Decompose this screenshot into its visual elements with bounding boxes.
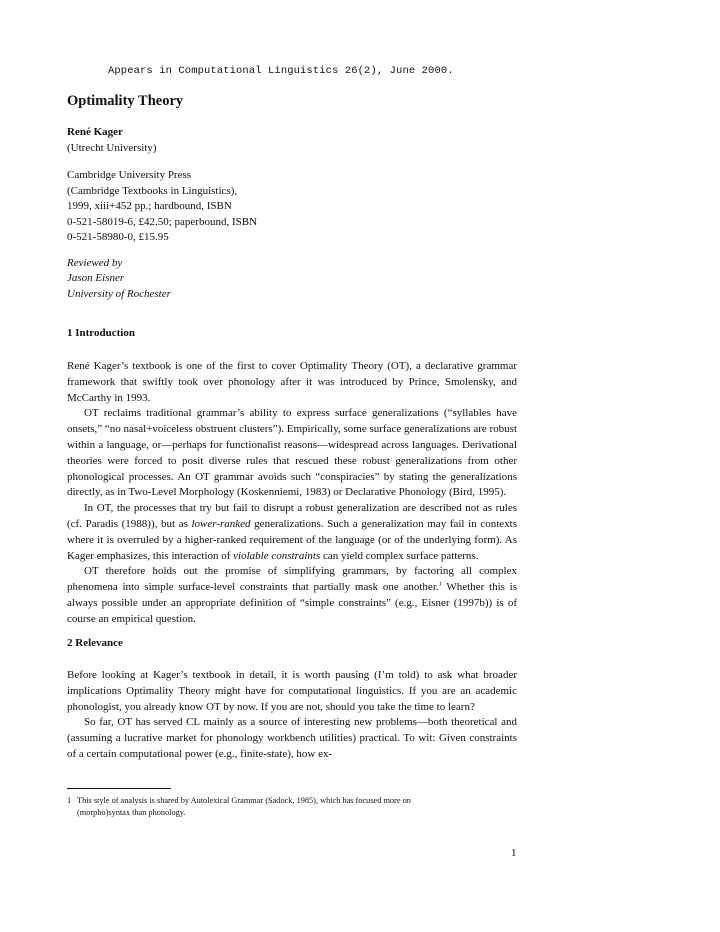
paragraph: Before looking at Kager’s textbook in detail, it is worth pausing (I’m told) to ask what broader implications Optimality Theory might have for computational linguistics. If you are an academic phonologist, you already know OT by now. If you are not, should you take the time to learn? [67,669,517,713]
paragraph: So far, OT has served CL mainly as a source of interesting new problems—both theoretical and (assuming a lucrative market for phonology workbench utilities) practical. To wit: Given constraints of a certain computational power (e.g., finite-state), how ex- [67,716,517,760]
page-title: Optimality Theory [67,93,184,109]
footnote-rule [67,788,171,789]
footnote-ref[interactable]: 1 [438,580,442,588]
paragraph: OT therefore holds out the promise of simplifying grammars, by factoring all complex phenomena into simple surface-level constraints that partially mask one another.$^1$ Whether this is always possible under an appropriate definition of “simple constraints” (e.g., Eisner (1997b)) is of course an empirical question. [67,565,517,625]
paper-page [67,0,517,932]
publication-line: 1999, xiii+452 pp.; hardbound, ISBN [67,200,232,212]
reviewer-affiliation: University of Rochester [67,288,171,300]
author-affiliation: (Utrecht University) [67,142,157,154]
publication-line: 0-521-58019-6, £42.50; paperbound, ISBN [67,216,258,228]
footnote-text: This style of analysis is shared by Autolexical Grammar (Sadock, 1985), which has focused more on [77,796,411,805]
section-body-relevance [67,668,517,763]
paragraph: In OT, the processes that try but fail to disrupt a robust generalization are described not as rules (cf. Paradis (1988)), but as lower-ranked generalizations. Such a generalization may fail in contexts where it is overruled by a higher-ranked requirement of the language (or of the underlying form). As Kager emphasizes, this interaction of violable constraints can yield complex surface patterns. [67,502,517,562]
reviewer-label: Reviewed by [67,257,123,269]
section-heading-introduction: 1 Introduction [67,327,135,339]
footnote [67,795,507,818]
footnote-text: (morpho)syntax than phonology. [77,807,186,817]
footnote-number: 1 [67,796,72,805]
publication-line: Cambridge University Press [67,169,192,181]
running-header: Appears in Computational Linguistics 26(2), June 2000. [108,65,454,77]
paragraph: René Kager’s textbook is one of the first to cover Optimality Theory (OT), a declarative grammar framework that swiftly took over phonology after it was introduced by Prince, Smolensky, and McCarthy in 1993. [67,360,517,404]
emphasis: lower-ranked [191,517,251,530]
section-heading-relevance: 2 Relevance [67,637,123,649]
emphasis: violable constraints [233,549,321,562]
paragraph: OT reclaims traditional grammar’s ability to express surface generalizations (“syllables have onsets,” “no nasal+voiceless obstruent clusters”). Empirically, some surface generalizations are robust within a language, or—perhaps for functionalist reasons—widespread across languages. Derivational theories were forced to posit diverse rules that rescued these robust generalizations from other phonological processes. An OT grammar avoids such “conspiracies” by stating the generalizations directly, as in Two-Level Morphology (Koskenniemi, 1983) or Declarative Phonology (Bird, 1995). [67,407,517,499]
section-body-introduction [67,359,517,628]
publication-line: (Cambridge Textbooks in Linguistics), [67,185,238,197]
reviewer-name: Jason Eisner [67,272,125,284]
publication-line: 0-521-58980-0, £15.95 [67,231,169,243]
author-name: René Kager [67,126,123,138]
page-number: 1 [511,847,517,859]
